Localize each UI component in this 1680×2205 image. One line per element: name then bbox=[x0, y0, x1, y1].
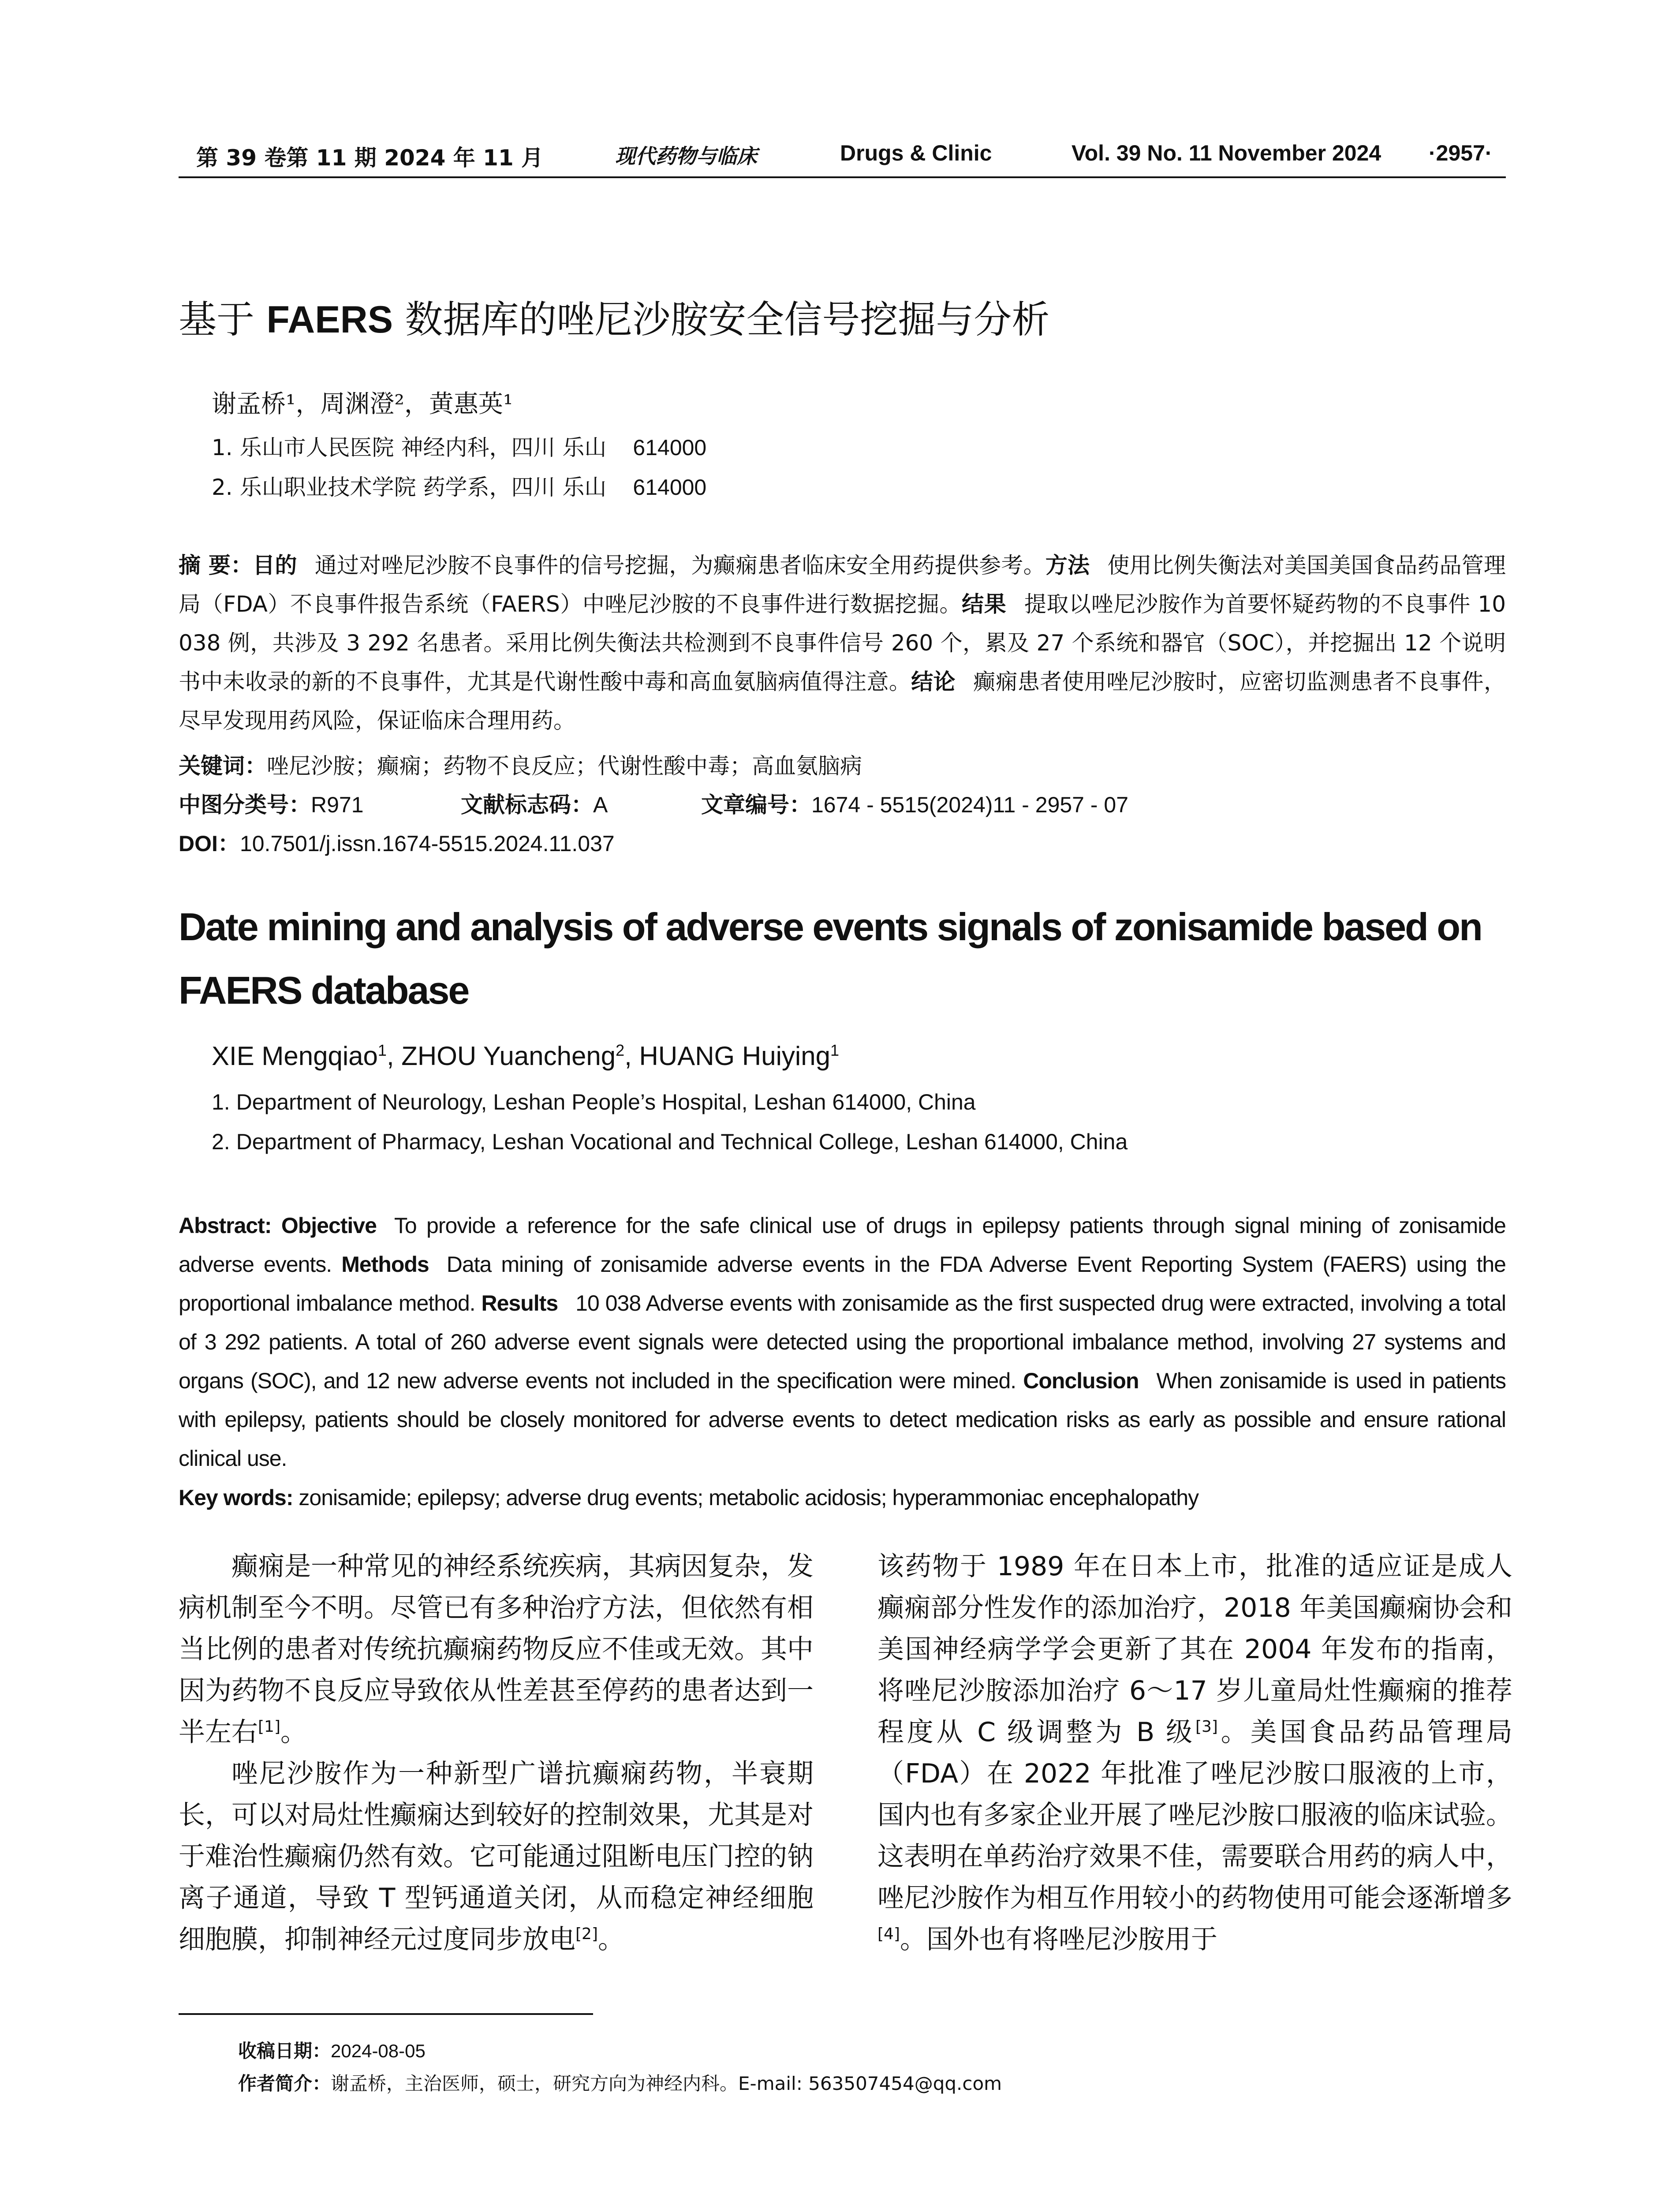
results-en-label: Results bbox=[481, 1291, 558, 1316]
issue-cn: 第 39 卷第 11 期 2024 年 11 月 bbox=[196, 145, 544, 171]
affiliation-cn-2 bbox=[212, 470, 706, 501]
keywords-en-label: Key words: bbox=[179, 1485, 293, 1510]
body-p1-text: 癫痫是一种常见的神经系统疾病，其病因复杂，发病机制至今不明。尽管已有多种治疗方法，但依然有相当比例的患者对传统抗癫痫药物反应不佳或无效。其中因为药物不良反应导致依从性差甚至停药的患者达到一半左右 bbox=[179, 1551, 814, 1748]
methods-en-label: Methods bbox=[341, 1252, 429, 1277]
body-p1-end: 。 bbox=[280, 1717, 307, 1748]
author-en-2-sup: 2 bbox=[616, 1041, 625, 1059]
issue-en: Vol. 39 No. 11 November 2024 bbox=[1071, 141, 1381, 165]
received-label: 收稿日期： bbox=[238, 2040, 331, 2062]
affiliation-cn-2-zip: 614000 bbox=[633, 475, 707, 500]
keywords-en-text: zonisamide; epilepsy; adverse drug events; metabolic acidosis; hyperammoniac encephalopathy bbox=[299, 1485, 1199, 1510]
page-number: ·2957· bbox=[1429, 141, 1493, 165]
author-en-3: HUANG Huiying bbox=[639, 1041, 830, 1071]
body-p3-mid: 。美国食品药品管理局（FDA）在 2022 年批准了唑尼沙胺口服液的上市，国内也有多家企业开展了唑尼沙胺口服液的临床试验。这表明在单药治疗效果不佳，需要联合用药的病人中，唑尼沙胺作为相互作用较小的药物使用可能会逐渐增多 bbox=[877, 1717, 1512, 1913]
doc-code-value: A bbox=[593, 792, 608, 817]
author-bio bbox=[238, 2069, 1002, 2096]
title-cn bbox=[179, 289, 1049, 344]
citation-3: [3] bbox=[1195, 1718, 1218, 1736]
body-column-left bbox=[179, 1546, 814, 1960]
author-en-2: ZHOU Yuancheng bbox=[401, 1041, 616, 1071]
affiliation-en-1: 1. Department of Neurology, Leshan People’s Hospital, Leshan 614000, China bbox=[212, 1090, 976, 1114]
body-paragraph-1 bbox=[179, 1546, 814, 1753]
doi-value: 10.7501/j.issn.1674-5515.2024.11.037 bbox=[239, 831, 615, 856]
methods-en-text: Data mining of zonisamide adverse events in the FDA Adverse Event Reporting System (FAERS) using the proportional imbalance method. bbox=[179, 1252, 1506, 1316]
running-header bbox=[179, 140, 1506, 176]
keywords-cn bbox=[179, 748, 862, 780]
objective-cn-text: 通过对唑尼沙胺不良事件的信号挖掘，为癫痫患者临床安全用药提供参考。 bbox=[314, 553, 1045, 578]
authors-en: XIE Mengqiao$^1$, ZHOU Yuancheng$^2$, HUANG Huiying$^1$ bbox=[212, 1041, 839, 1071]
affiliation-cn-2-text: 2. 乐山职业技术学院 药学系，四川 乐山 bbox=[212, 475, 607, 500]
article-no-value: 1674 - 5515(2024)11 - 2957 - 07 bbox=[811, 792, 1129, 817]
affiliation-cn-1-text: 1. 乐山市人民医院 神经内科，四川 乐山 bbox=[212, 435, 607, 460]
affiliation-cn-1-zip: 614000 bbox=[633, 435, 707, 460]
body-p2-text: 唑尼沙胺作为一种新型广谱抗癫痫药物，半衰期长，可以对局灶性癫痫达到较好的控制效果，尤其是对于难治性癫痫仍然有效。它可能通过阻断电压门控的钠离子通道，导致 T 型钙通道关闭，从而稳定神经细胞细胞膜，抑制神经元过度同步放电 bbox=[179, 1758, 814, 1955]
footnote-rule bbox=[179, 2013, 593, 2015]
results-en-text: 10 038 Adverse events with zonisamide as the first suspected drug were extracted, involving a total of 3 292 patients. A total of 260 adverse event signals were detected using the proportional imbalance method, involving 27 systems and organs (SOC), and 12 new adverse events not included in the specification were mined. bbox=[179, 1291, 1506, 1393]
citation-4: [4] bbox=[877, 1925, 900, 1943]
journal-name-cn: 现代药物与临床 bbox=[615, 144, 757, 168]
objective-en-text: To provide a reference for the safe clinical use of drugs in epilepsy patients through signal mining of zonisamide adverse events. bbox=[179, 1213, 1506, 1277]
methods-cn-text: 使用比例失衡法对美国美国食品药品管理局（FDA）不良事件报告系统（FAERS）中唑尼沙胺的不良事件进行数据挖掘。 bbox=[179, 553, 1506, 617]
title-cn-keyword: FAERS bbox=[266, 299, 393, 341]
body-paragraph-3 bbox=[877, 1546, 1512, 1960]
article-no-label: 文章编号： bbox=[701, 792, 811, 818]
abstract-cn bbox=[179, 546, 1506, 740]
received-value: 2024-08-05 bbox=[331, 2041, 426, 2061]
clc-value: R971 bbox=[311, 792, 364, 817]
objective-cn-label: 目的 bbox=[253, 553, 297, 578]
abstract-en bbox=[179, 1206, 1506, 1478]
author-en-1-sup: 1 bbox=[377, 1041, 387, 1059]
conclusion-cn-label: 结论 bbox=[911, 669, 956, 695]
author-bio-value: 谢孟桥，主治医师，硕士，研究方向为神经内科。E-mail: 563507454@qq.com bbox=[331, 2073, 1002, 2094]
abstract-cn-label: 摘 要： bbox=[179, 553, 253, 578]
doc-code-label: 文献标志码： bbox=[461, 792, 593, 818]
keywords-cn-label: 关键词： bbox=[179, 753, 267, 779]
keywords-cn-text: 唑尼沙胺；癫痫；药物不良反应；代谢性酸中毒；高血氨脑病 bbox=[267, 753, 862, 779]
received-date bbox=[238, 2037, 426, 2063]
body-p3-text: 该药物于 1989 年在日本上市，批准的适应证是成人癫痫部分性发作的添加治疗，2018 年美国癫痫协会和美国神经病学学会更新了其在 2004 年发布的指南，将唑尼沙胺添加治疗 6～17 岁儿童局灶性癫痫的推荐程度从 C 级调整为 B 级 bbox=[877, 1551, 1512, 1748]
authors-cn: 谢孟桥¹，周渊澄²，黄惠英¹ bbox=[212, 390, 513, 419]
affiliation-en-2: 2. Department of Pharmacy, Leshan Vocational and Technical College, Leshan 614000, China bbox=[212, 1129, 1128, 1154]
header-rule bbox=[179, 176, 1506, 178]
body-p2-end: 。 bbox=[598, 1924, 624, 1955]
journal-name-en: Drugs & Clinic bbox=[840, 141, 992, 165]
citation-1: [1] bbox=[258, 1718, 280, 1736]
author-en-1: XIE Mengqiao bbox=[212, 1041, 378, 1071]
title-en: Date mining and analysis of adverse events signals of zonisamide based on FAERS database bbox=[179, 905, 1482, 1012]
objective-en-label: Objective bbox=[281, 1213, 377, 1238]
doi-label: DOI： bbox=[179, 831, 240, 856]
title-cn-suffix: 数据库的唑尼沙胺安全信号挖掘与分析 bbox=[393, 298, 1050, 342]
title-cn-prefix: 基于 bbox=[179, 298, 267, 342]
doi-line bbox=[179, 826, 615, 858]
body-paragraph-2 bbox=[179, 1753, 814, 1960]
body-p3-end: 。国外也有将唑尼沙胺用于 bbox=[900, 1924, 1217, 1955]
classification-line bbox=[179, 787, 1128, 819]
clc-label: 中图分类号： bbox=[179, 792, 311, 818]
results-cn-text: 提取以唑尼沙胺作为首要怀疑药物的不良事件 10 038 例，共涉及 3 292 名患者。采用比例失衡法共检测到不良事件信号 260 个，累及 27 个系统和器官（SOC），并挖掘出 12 个说明书中未收录的新的不良事件，尤其是代谢性酸中毒和高血氨脑病值得注意。 bbox=[179, 591, 1506, 695]
conclusion-en-text: When zonisamide is used in patients with epilepsy, patients should be closely monitored for adverse events to detect medication risks as early as possible and ensure rational clinical use. bbox=[179, 1368, 1506, 1471]
body-column-right bbox=[877, 1546, 1512, 1960]
abstract-en-label: Abstract: bbox=[179, 1213, 272, 1238]
author-en-3-sup: 1 bbox=[830, 1041, 839, 1059]
conclusion-cn-text: 癫痫患者使用唑尼沙胺时，应密切监测患者不良事件，尽早发现用药风险，保证临床合理用药。 bbox=[179, 669, 1506, 733]
conclusion-en-label: Conclusion bbox=[1023, 1368, 1139, 1393]
affiliation-cn-1 bbox=[212, 430, 706, 462]
citation-2: [2] bbox=[575, 1925, 598, 1943]
keywords-en bbox=[179, 1478, 1506, 1517]
results-cn-label: 结果 bbox=[962, 591, 1007, 617]
author-bio-label: 作者简介： bbox=[238, 2073, 331, 2094]
methods-cn-label: 方法 bbox=[1045, 553, 1090, 578]
